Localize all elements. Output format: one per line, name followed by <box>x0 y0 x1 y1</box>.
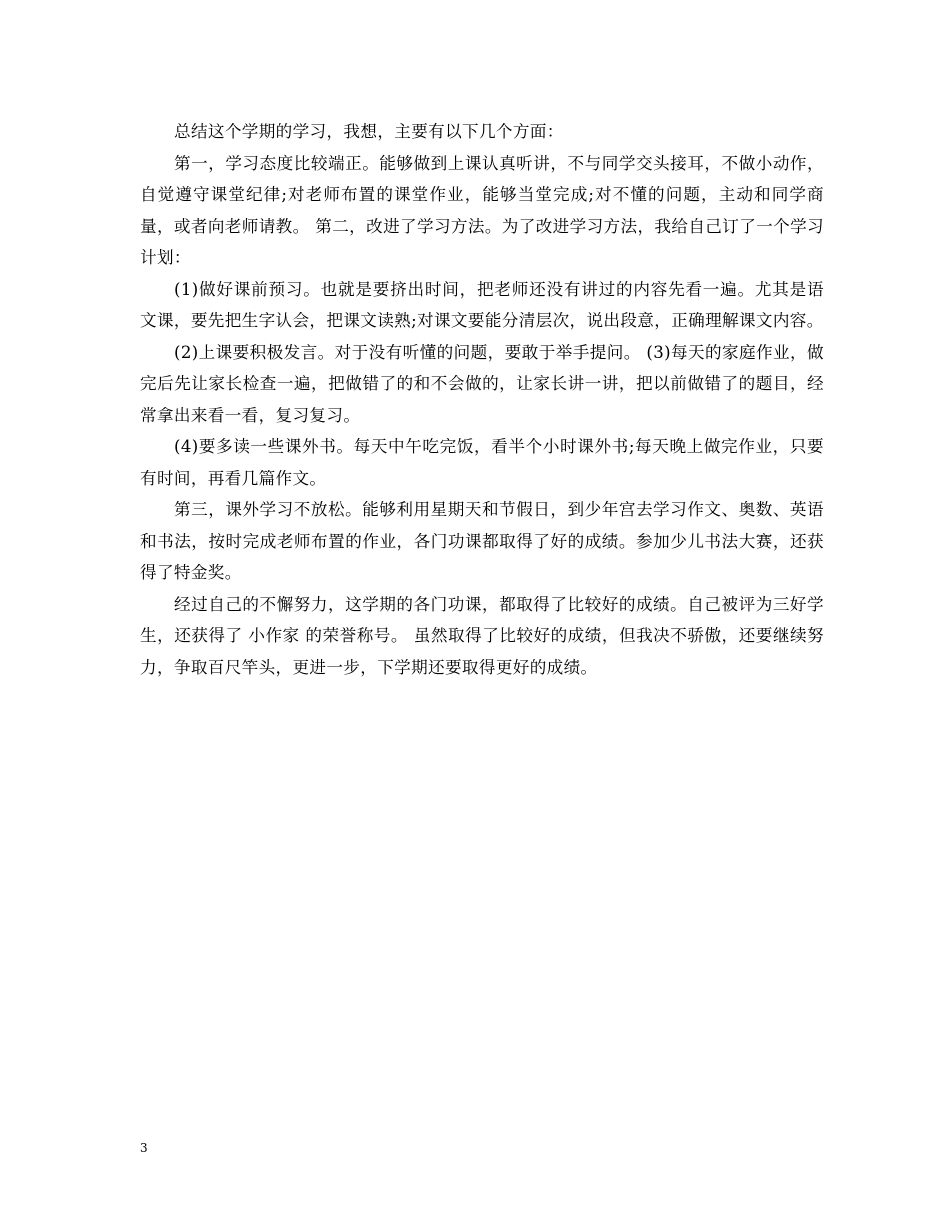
paragraph-plan-item-1: (1)做好课前预习。也就是要挤出时间，把老师还没有讲过的内容先看一遍。尤其是语文课，要先把生字认会，把课文读熟;对课文要能分清层次，说出段意，正确理解课文内容。 <box>140 279 824 330</box>
paragraph-third-point: 第三，课外学习不放松。能够利用星期天和节假日，到少年宫去学习作文、奥数、英语和书法，按时完成老师布置的作业，各门功课都取得了好的成绩。参加少儿书法大赛，还获得了特金奖。 <box>140 500 824 582</box>
paragraph-intro: 总结这个学期的学习，我想，主要有以下几个方面： <box>174 122 564 141</box>
paragraph-plan-item-2-3: (2)上课要积极发言。对于没有听懂的问题，要敢于举手提问。 (3)每天的家庭作业，做完后先让家长检查一遍，把做错了的和不会做的，让家长讲一讲，把以前做错了的题目，经常拿出来看一看，复习复习。 <box>140 342 824 425</box>
paragraph-first-point: 第一，学习态度比较端正。能够做到上课认真听讲，不与同学交头接耳，不做小动作，自觉遵守课堂纪律;对老师布置的课堂作业，能够当堂完成;对不懂的问题，主动和同学商量，或者向老师请教。 第二，改进了学习方法。为了改进学习方法，我给自己订了一个学习计划： <box>140 153 824 267</box>
paragraph-plan-item-4: (4)要多读一些课外书。每天中午吃完饭，看半个小时课外书;每天晚上做完作业，只要有时间，再看几篇作文。 <box>140 437 824 488</box>
document-body <box>140 116 824 683</box>
page-number: 3 <box>140 1141 148 1155</box>
paragraph-conclusion: 经过自己的不懈努力，这学期的各门功课，都取得了比较好的成绩。自己被评为三好学生，还获得了 小作家 的荣誉称号。 虽然取得了比较好的成绩，但我决不骄傲，还要继续努力，争取百尺竿头，更进一步，下学期还要取得更好的成绩。 <box>140 594 824 677</box>
